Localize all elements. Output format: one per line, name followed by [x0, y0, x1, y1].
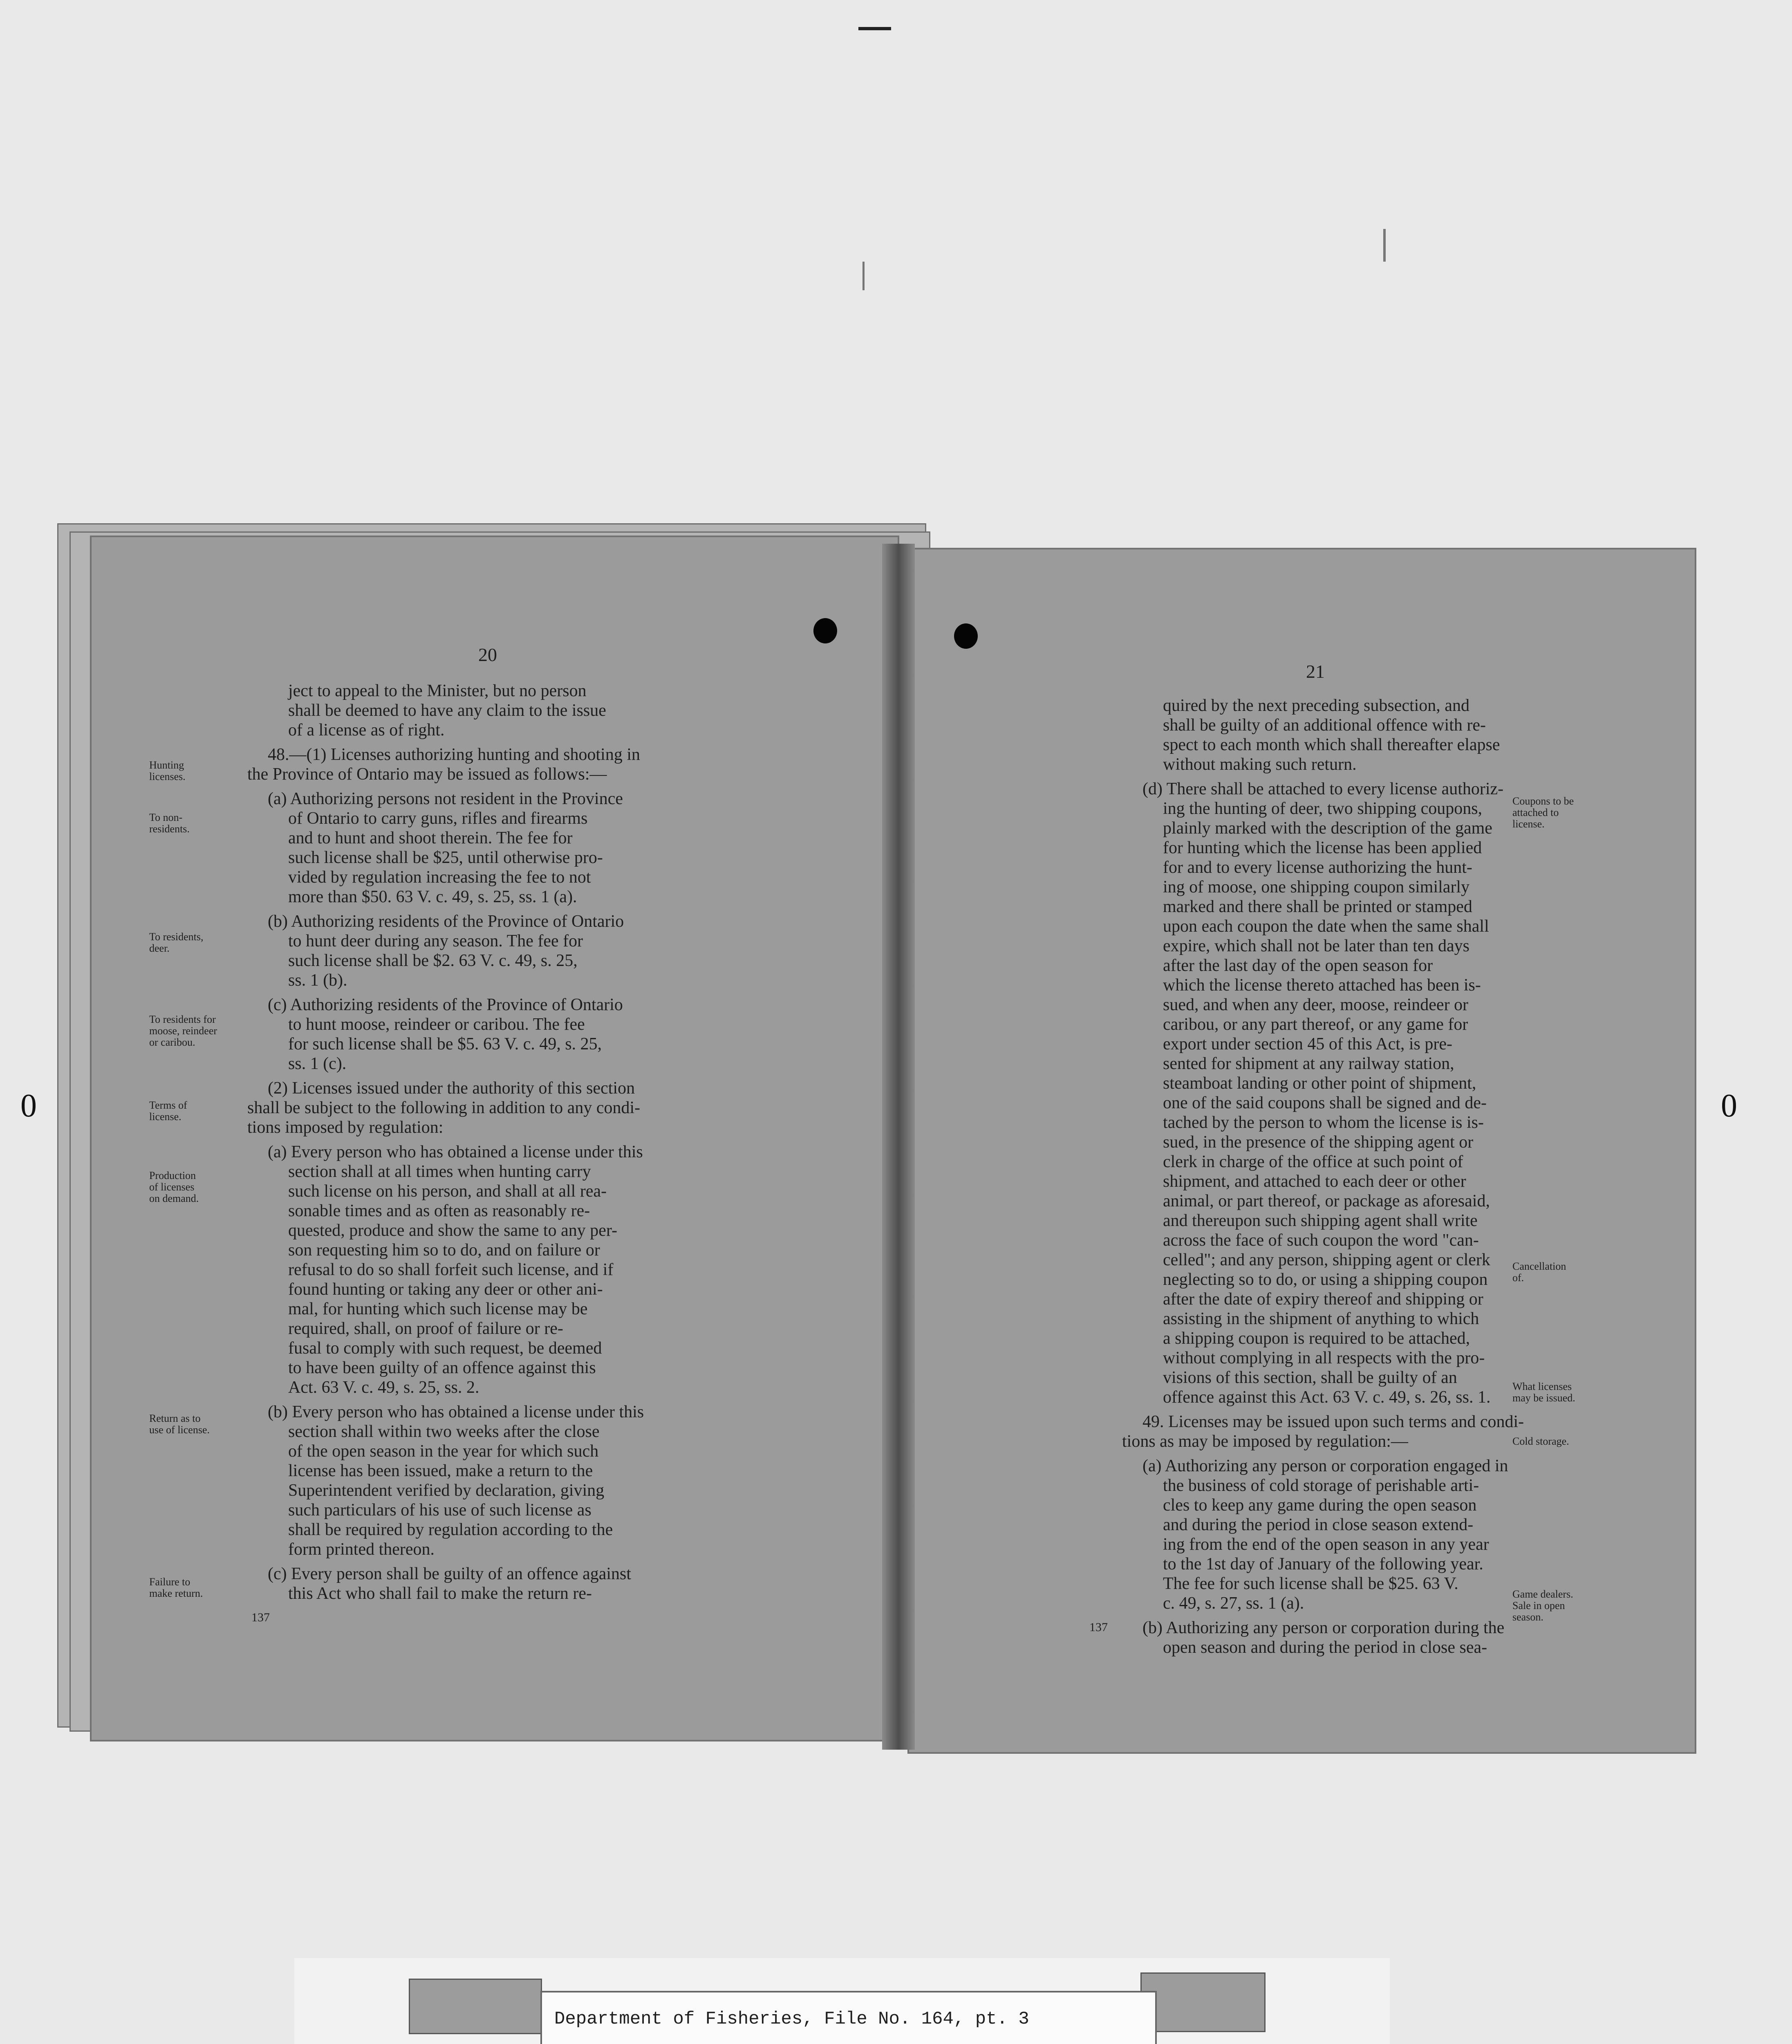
- text-line: (a) Authorizing any person or corporation engaged in: [1142, 1457, 1508, 1475]
- margin-note: Game dealers. Sale in open season.: [1512, 1588, 1573, 1623]
- text-line: sued, and when any deer, moose, reindeer or: [1163, 995, 1469, 1014]
- margin-note: Return as to use of license.: [149, 1412, 210, 1436]
- text-line: plainly marked with the description of the game: [1163, 819, 1492, 838]
- text-line: clerk in charge of the office at such point of: [1163, 1152, 1463, 1171]
- text-line: after the date of expiry thereof and shipping or: [1163, 1290, 1483, 1309]
- text-line: fusal to comply with such request, be deemed: [288, 1339, 602, 1358]
- text-line: to have been guilty of an offence against this: [288, 1358, 596, 1377]
- text-line: (b) Authorizing any person or corporation during the: [1142, 1618, 1505, 1637]
- book-gutter: [882, 544, 915, 1750]
- text-line: to hunt deer during any season. The fee for: [288, 932, 583, 950]
- text-line: refusal to do so shall forfeit such license, and if: [288, 1260, 614, 1279]
- text-line: without making such return.: [1163, 755, 1357, 774]
- text-line: ing from the end of the open season in any year: [1163, 1535, 1489, 1554]
- text-line: of Ontario to carry guns, rifles and firearms: [288, 809, 588, 828]
- margin-note: Cold storage.: [1512, 1435, 1569, 1447]
- right-page: [907, 548, 1696, 1754]
- left-side-mark: 0: [20, 1088, 37, 1124]
- text-line: animal, or part thereof, or package as aforesaid,: [1163, 1192, 1490, 1210]
- film-tick: [1383, 229, 1386, 262]
- text-line: cles to keep any game during the open season: [1163, 1496, 1477, 1515]
- text-line: license has been issued, make a return to the: [288, 1461, 593, 1480]
- margin-note: What licenses may be issued.: [1512, 1381, 1575, 1404]
- text-line: Act. 63 V. c. 49, s. 25, ss. 2.: [288, 1378, 479, 1397]
- text-line: shall be deemed to have any claim to the issue: [288, 701, 606, 720]
- text-line: without complying in all respects with the pro-: [1163, 1349, 1485, 1367]
- text-line: across the face of such coupon the word "can-: [1163, 1231, 1479, 1250]
- text-line: sented for shipment at any railway station,: [1163, 1054, 1454, 1073]
- margin-note: To non- residents.: [149, 811, 190, 835]
- text-line: such license shall be $2. 63 V. c. 49, s. 25,: [288, 951, 578, 970]
- text-line: quired by the next preceding subsection, and: [1163, 696, 1469, 715]
- text-line: vided by regulation increasing the fee to not: [288, 868, 591, 887]
- text-line: (b) Authorizing residents of the Province of Ontario: [268, 912, 624, 931]
- text-line: shall be guilty of an additional offence with re-: [1163, 716, 1486, 735]
- text-line: of the open season in the year for which such: [288, 1442, 599, 1461]
- text-line: to hunt moose, reindeer or caribou. The fee: [288, 1015, 585, 1034]
- text-line: shall be subject to the following in addition to any condi-: [247, 1098, 641, 1117]
- text-line: for such license shall be $5. 63 V. c. 49, s. 25,: [288, 1035, 602, 1053]
- page-number: 21: [1306, 661, 1325, 682]
- binding-hole: [813, 618, 837, 643]
- text-line: required, shall, on proof of failure or re-: [288, 1319, 563, 1338]
- text-line: (a) Authorizing persons not resident in the Province: [268, 789, 623, 808]
- text-line: visions of this section, shall be guilty of an: [1163, 1368, 1457, 1387]
- text-line: export under section 45 of this Act, is pre-: [1163, 1035, 1453, 1053]
- page-footer: 137: [251, 1611, 270, 1624]
- text-line: (b) Every person who has obtained a license under this: [268, 1403, 644, 1421]
- text-line: (c) Every person shall be guilty of an offence against: [268, 1564, 632, 1583]
- text-line: of a license as of right.: [288, 721, 445, 740]
- text-line: after the last day of the open season for: [1163, 956, 1433, 975]
- text-line: sonable times and as often as reasonably re-: [288, 1201, 590, 1220]
- text-line: expire, which shall not be later than ten days: [1163, 937, 1469, 955]
- text-line: more than $50. 63 V. c. 49, s. 25, ss. 1 (a).: [288, 888, 577, 906]
- text-line: such license shall be $25, until otherwise pro-: [288, 848, 603, 867]
- text-line: sued, in the presence of the shipping agent or: [1163, 1133, 1474, 1152]
- text-line: spect to each month which shall thereafter elapse: [1163, 735, 1500, 754]
- right-page-text: [1122, 696, 1686, 1657]
- text-line: such particulars of his use of such license as: [288, 1501, 591, 1520]
- text-line: ject to appeal to the Minister, but no person: [288, 681, 587, 700]
- text-line: the Province of Ontario may be issued as follows:—: [247, 765, 607, 784]
- text-line: (c) Authorizing residents of the Province of Ontario: [268, 995, 623, 1014]
- tape-strip: [409, 1979, 542, 2034]
- text-line: open season and during the period in close sea-: [1163, 1638, 1487, 1657]
- text-line: offence against this Act. 63 V. c. 49, s. 26, ss. 1.: [1163, 1388, 1491, 1407]
- text-line: section shall within two weeks after the close: [288, 1422, 600, 1441]
- page-number: 20: [478, 644, 497, 665]
- text-line: caribou, or any part thereof, or any game for: [1163, 1015, 1468, 1034]
- text-line: and to hunt and shoot therein. The fee for: [288, 829, 573, 847]
- text-line: (d) There shall be attached to every license authoriz-: [1142, 780, 1504, 798]
- text-line: tions as may be imposed by regulation:—: [1122, 1432, 1408, 1451]
- text-line: shipment, and attached to each deer or other: [1163, 1172, 1466, 1191]
- text-line: tached by the person to whom the license is is-: [1163, 1113, 1484, 1132]
- film-tick: [862, 262, 865, 290]
- margin-note: Cancellation of.: [1512, 1260, 1566, 1284]
- left-page: [90, 536, 899, 1741]
- text-line: steamboat landing or other point of shipment,: [1163, 1074, 1476, 1093]
- text-line: and thereupon such shipping agent shall write: [1163, 1211, 1478, 1230]
- text-line: found hunting or taking any deer or other ani-: [288, 1280, 603, 1299]
- text-line: (a) Every person who has obtained a license under this: [268, 1143, 643, 1161]
- text-line: upon each coupon the date when the same shall: [1163, 917, 1489, 936]
- margin-note: To residents, deer.: [149, 931, 204, 954]
- margin-note: To residents for moose, reindeer or caribou.: [149, 1013, 217, 1048]
- text-line: section shall at all times when hunting carry: [288, 1162, 591, 1181]
- text-line: and during the period in close season extend-: [1163, 1515, 1474, 1534]
- text-line: celled"; and any person, shipping agent or clerk: [1163, 1251, 1490, 1269]
- text-line: form printed thereon.: [288, 1540, 435, 1559]
- text-line: son requesting him so to do, and on failure or: [288, 1241, 600, 1260]
- text-line: neglecting so to do, or using a shipping coupon: [1163, 1270, 1488, 1289]
- text-line: to the 1st day of January of the following year.: [1163, 1555, 1483, 1573]
- text-line: tions imposed by regulation:: [247, 1118, 444, 1137]
- text-line: ing the hunting of deer, two shipping coupons,: [1163, 799, 1483, 818]
- text-line: (2) Licenses issued under the authority of this section: [268, 1079, 635, 1098]
- text-line: for hunting which the license has been applied: [1163, 838, 1482, 857]
- margin-note: Production of licenses on demand.: [149, 1170, 199, 1204]
- tape-strip: [1140, 1972, 1266, 2032]
- text-line: this Act who shall fail to make the return re-: [288, 1584, 592, 1603]
- text-line: which the license thereto attached has been is-: [1163, 976, 1481, 995]
- text-line: a shipping coupon is required to be attached,: [1163, 1329, 1470, 1348]
- binding-hole: [954, 623, 978, 649]
- text-line: such license on his person, and shall at all rea-: [288, 1182, 607, 1201]
- right-side-mark: 0: [1721, 1088, 1737, 1124]
- text-line: one of the said coupons shall be signed and de-: [1163, 1094, 1487, 1112]
- page-footer: 137: [1089, 1620, 1108, 1634]
- text-line: ing of moose, one shipping coupon similarly: [1163, 878, 1470, 896]
- margin-note: Terms of license.: [149, 1099, 187, 1123]
- text-line: Superintendent verified by declaration, giving: [288, 1481, 605, 1500]
- text-line: the business of cold storage of perishable arti-: [1163, 1476, 1479, 1495]
- text-line: shall be required by regulation according to the: [288, 1520, 613, 1539]
- film-top-mark: [858, 27, 891, 30]
- text-line: c. 49, s. 27, ss. 1 (a).: [1163, 1594, 1304, 1613]
- margin-note: Failure to make return.: [149, 1576, 203, 1599]
- text-line: assisting in the shipment of anything to which: [1163, 1309, 1479, 1328]
- text-line: for and to every license authorizing the hunt-: [1163, 858, 1472, 877]
- left-page-text: [247, 681, 807, 1603]
- text-line: 48.—(1) Licenses authorizing hunting and shooting in: [268, 745, 641, 764]
- text-line: ss. 1 (b).: [288, 971, 347, 990]
- text-line: marked and there shall be printed or stamped: [1163, 897, 1472, 916]
- text-line: 49. Licenses may be issued upon such terms and condi-: [1142, 1412, 1524, 1431]
- margin-note: Hunting licenses.: [149, 759, 186, 782]
- text-line: The fee for such license shall be $25. 63 V.: [1163, 1574, 1458, 1593]
- text-line: mal, for hunting which such license may be: [288, 1300, 588, 1318]
- file-label: Department of Fisheries, File No. 164, pt. 3: [540, 1991, 1157, 2044]
- margin-note: Coupons to be attached to license.: [1512, 795, 1574, 830]
- text-line: quested, produce and show the same to any per-: [288, 1221, 618, 1240]
- text-line: ss. 1 (c).: [288, 1054, 347, 1073]
